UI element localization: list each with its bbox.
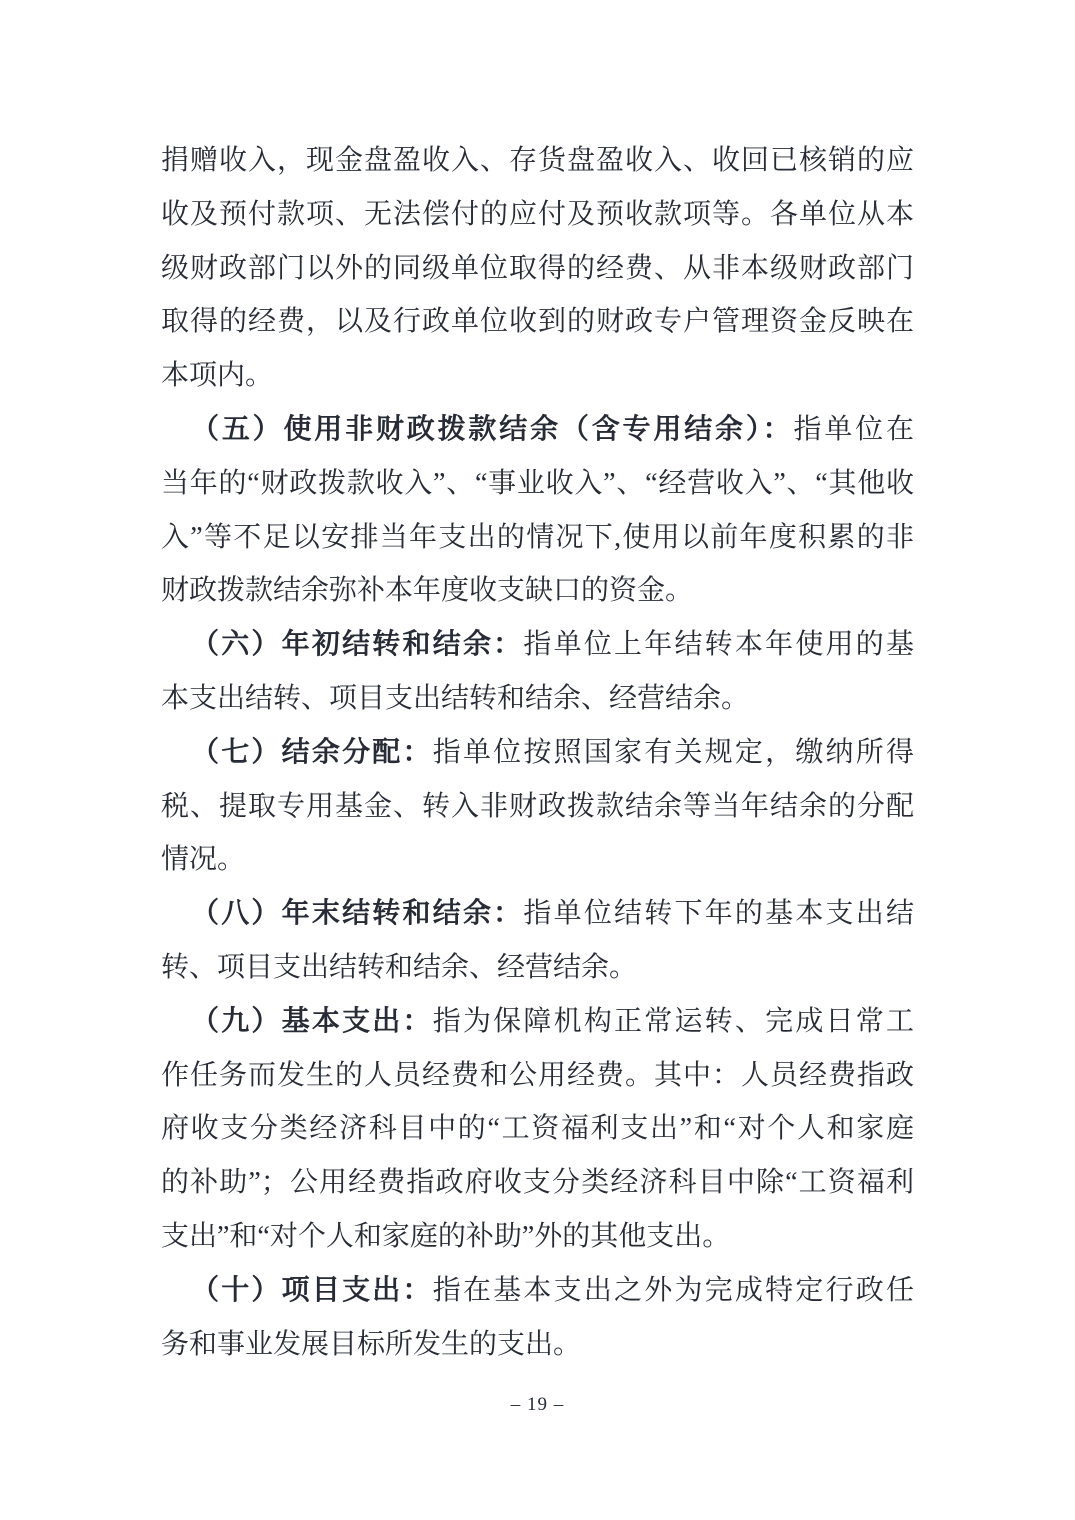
body-text: 务和事业发展目标所发生的支出。 (161, 1328, 582, 1360)
body-text: 情况。 (161, 844, 246, 876)
text-line-p5-l2 (161, 941, 914, 995)
section-heading-text: （七）结余分配： (191, 736, 433, 768)
section-heading-text: （五）使用非财政拨款结余（含专用结余）： (191, 413, 794, 445)
body-text: 转、项目支出结转和结余、经营结余。 (161, 951, 638, 983)
body-text: 捐赠收入，现金盘盈收入、存货盘盈收入、收回已核销的应 (161, 145, 914, 176)
text-line-p4-l3 (161, 833, 914, 887)
body-text: 指在基本支出之外为完成特定行政任 (432, 1274, 914, 1306)
text-line-p1-l4 (161, 295, 914, 349)
text-line-p5-l1 (161, 887, 914, 941)
body-text: 税、提取专用基金、转入非财政拨款结余等当年结余的分配 (161, 790, 914, 822)
text-line-p2-l2 (161, 457, 914, 511)
body-text: 指单位在 (793, 413, 914, 445)
body-text: 取得的经费，以及行政单位收到的财政专户管理资金反映在 (161, 306, 914, 338)
text-line-p1-l3 (161, 242, 914, 296)
body-text: 当年的“财政拨款收入”、“事业收入”、“经营收入”、“其他收 (161, 467, 914, 499)
text-line-p2-l3 (161, 511, 914, 565)
text-line-p6-l5 (161, 1210, 914, 1264)
body-text: 入”等不足以安排当年支出的情况下,使用以前年度积累的非 (161, 521, 914, 553)
text-line-p4-l1 (161, 726, 914, 780)
text-line-p4-l2 (161, 780, 914, 834)
body-text: 的补助”；公用经费指政府收支分类经济科目中除“工资福利 (161, 1167, 914, 1199)
body-text: 收及预付款项、无法偿付的应付及预收款项等。各单位从本 (161, 198, 914, 230)
section-heading-text: （十）项目支出： (191, 1274, 433, 1306)
text-line-p1-l1 (161, 134, 914, 188)
body-text: 支出”和“对个人和家庭的补助”外的其他支出。 (161, 1220, 731, 1252)
text-line-p7-l2 (161, 1318, 914, 1372)
section-heading-text: （九）基本支出： (191, 1005, 433, 1037)
text-line-p2-l1 (161, 403, 914, 457)
body-text: 指为保障机构正常运转、完成日常工 (432, 1005, 914, 1037)
body-text: 指单位结转下年的基本支出结 (523, 898, 914, 930)
body-text: 作任务而发生的人员经费和公用经费。其中：人员经费指政 (161, 1059, 914, 1091)
document-body (161, 134, 914, 1371)
section-heading-text: （六）年初结转和结余： (191, 629, 524, 661)
text-line-p2-l4 (161, 564, 914, 618)
text-line-p1-l2 (161, 188, 914, 242)
page-number: – 19 – (510, 1394, 565, 1415)
text-line-p6-l1 (161, 995, 914, 1049)
body-text: 本支出结转、项目支出结转和结余、经营结余。 (161, 682, 750, 714)
body-text: 本项内。 (161, 360, 274, 392)
text-line-p3-l1 (161, 618, 914, 672)
text-line-p6-l2 (161, 1049, 914, 1103)
body-text: 财政拨款结余弥补本年度收支缺口的资金。 (161, 575, 694, 607)
body-text: 府收支分类经济科目中的“工资福利支出”和“对个人和家庭 (161, 1113, 914, 1145)
text-line-p7-l1 (161, 1264, 914, 1318)
body-text: 指单位按照国家有关规定，缴纳所得 (432, 736, 914, 768)
body-text: 指单位上年结转本年使用的基 (523, 629, 914, 661)
text-line-p1-l5 (161, 349, 914, 403)
section-heading-text: （八）年末结转和结余： (191, 898, 524, 930)
text-line-p6-l3 (161, 1102, 914, 1156)
page-footer (0, 1394, 1075, 1416)
text-line-p3-l2 (161, 672, 914, 726)
text-line-p6-l4 (161, 1156, 914, 1210)
body-text: 级财政部门以外的同级单位取得的经费、从非本级财政部门 (161, 252, 914, 284)
